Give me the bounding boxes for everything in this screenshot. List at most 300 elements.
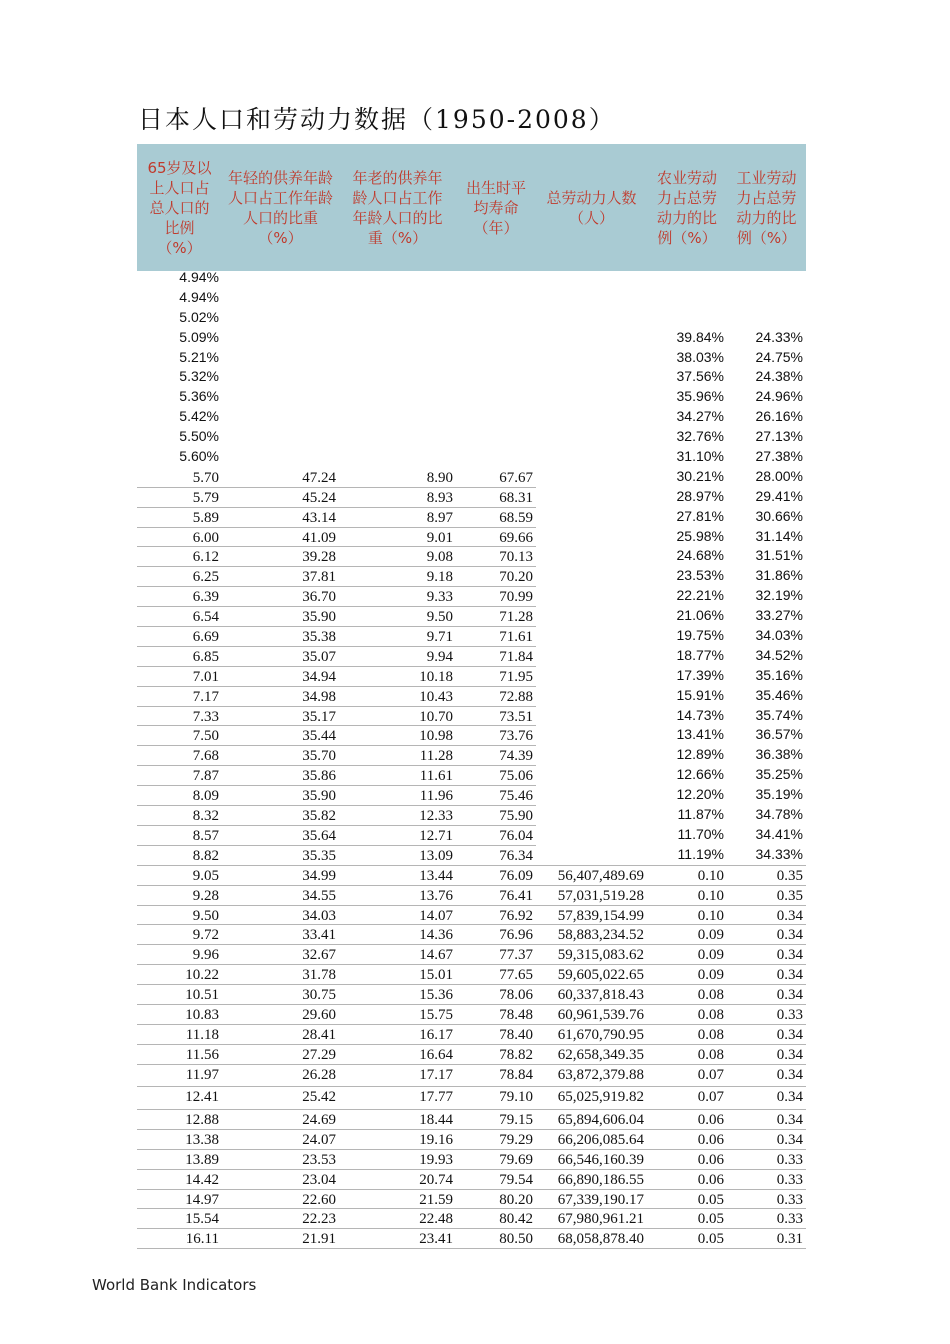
table-cell: 21.91 xyxy=(222,1229,339,1249)
table-cell xyxy=(339,329,456,349)
table-cell: 6.39 xyxy=(137,587,222,607)
table-cell: 14.97 xyxy=(137,1190,222,1210)
table-cell: 78.48 xyxy=(456,1005,536,1025)
table-cell: 18.77% xyxy=(676,646,724,663)
table-cell: 11.28 xyxy=(339,746,456,766)
table-cell xyxy=(456,368,536,388)
table-cell xyxy=(536,567,647,587)
table-cell: 39.84% xyxy=(676,328,724,345)
table-cell xyxy=(536,329,647,349)
table-cell: 5.89 xyxy=(137,508,222,528)
table-cell: 9.72 xyxy=(137,925,222,945)
table-cell: 6.85 xyxy=(137,647,222,667)
table-cell xyxy=(536,607,647,627)
table-cell xyxy=(536,349,647,369)
table-cell: 0.10 xyxy=(647,906,727,926)
table-cell: 35.86 xyxy=(222,766,339,786)
table-cell: 11.70% xyxy=(677,825,724,842)
table-row xyxy=(137,1045,806,1065)
table-cell: 76.41 xyxy=(456,886,536,906)
table-cell: 22.48 xyxy=(339,1209,456,1229)
table-cell xyxy=(222,448,339,468)
table-cell: 79.15 xyxy=(456,1110,536,1130)
table-cell: 78.06 xyxy=(456,985,536,1005)
table-cell: 70.20 xyxy=(456,567,536,587)
table-cell: 75.46 xyxy=(456,786,536,806)
table-cell: 32.76% xyxy=(676,428,724,445)
table-cell xyxy=(536,647,647,667)
table-row xyxy=(137,1110,806,1130)
table-cell: 16.11 xyxy=(137,1229,222,1249)
table-cell xyxy=(222,408,339,428)
table-cell: 25.98% xyxy=(676,527,724,544)
table-cell xyxy=(536,508,647,528)
table-cell xyxy=(536,826,647,846)
table-cell: 0.09 xyxy=(647,965,727,985)
table-cell xyxy=(456,349,536,369)
table-cell: 8.97 xyxy=(339,508,456,528)
table-cell: 33.27% xyxy=(755,607,803,624)
table-cell: 34.78% xyxy=(755,806,803,823)
table-cell: 10.83 xyxy=(137,1005,222,1025)
table-cell xyxy=(536,269,647,289)
table-row xyxy=(137,468,806,488)
table-cell: 79.54 xyxy=(456,1170,536,1190)
table-cell: 0.34 xyxy=(727,1110,806,1130)
table-cell: 8.32 xyxy=(137,806,222,826)
table-cell: 22.60 xyxy=(222,1190,339,1210)
table-cell: 66,546,160.39 xyxy=(536,1150,647,1170)
table-cell: 9.08 xyxy=(339,547,456,567)
table-cell: 34.03 xyxy=(222,906,339,926)
table-cell: 10.98 xyxy=(339,726,456,746)
table-cell: 26.16% xyxy=(755,408,803,425)
table-cell: 73.76 xyxy=(456,726,536,746)
table-row xyxy=(137,547,806,567)
table-cell: 71.61 xyxy=(456,627,536,647)
table-cell xyxy=(222,309,339,329)
table-row xyxy=(137,786,806,806)
table-cell xyxy=(456,329,536,349)
table-cell xyxy=(647,269,727,289)
table-cell: 76.96 xyxy=(456,925,536,945)
table-cell: 34.03% xyxy=(755,627,803,644)
table-row xyxy=(137,687,806,707)
table-cell: 0.35 xyxy=(727,886,806,906)
table-cell: 79.69 xyxy=(456,1150,536,1170)
table-row xyxy=(137,488,806,508)
table-cell: 71.28 xyxy=(456,607,536,627)
table-cell: 21.59 xyxy=(339,1190,456,1210)
table-cell xyxy=(536,786,647,806)
table-cell: 47.24 xyxy=(222,468,339,488)
table-cell: 67.67 xyxy=(456,468,536,488)
table-cell: 8.90 xyxy=(339,468,456,488)
table-cell: 4.94% xyxy=(179,269,219,285)
table-cell xyxy=(536,309,647,329)
table-cell xyxy=(536,547,647,567)
table-row xyxy=(137,508,806,528)
table-cell: 35.25% xyxy=(755,766,803,783)
table-cell: 38.03% xyxy=(676,348,724,365)
table-cell: 6.25 xyxy=(137,567,222,587)
table-cell: 14.42 xyxy=(137,1170,222,1190)
table-cell xyxy=(536,388,647,408)
table-cell: 70.99 xyxy=(456,587,536,607)
table-cell: 31.51% xyxy=(755,547,803,564)
table-cell: 0.34 xyxy=(727,1025,806,1045)
table-cell: 35.16% xyxy=(755,666,803,683)
table-cell xyxy=(536,766,647,786)
table-cell xyxy=(339,428,456,448)
table-cell: 0.34 xyxy=(727,1130,806,1150)
table-cell: 0.05 xyxy=(647,1229,727,1249)
table-cell xyxy=(536,448,647,468)
table-cell: 24.38% xyxy=(755,368,803,385)
table-cell: 0.07 xyxy=(647,1087,727,1110)
table-cell: 5.09% xyxy=(179,328,219,345)
table-row xyxy=(137,826,806,846)
table-cell: 4.94% xyxy=(179,288,219,305)
table-cell: 34.94 xyxy=(222,667,339,687)
table-cell: 34.99 xyxy=(222,866,339,886)
table-row xyxy=(137,627,806,647)
table-row xyxy=(137,746,806,766)
table-cell xyxy=(536,289,647,309)
table-cell: 9.33 xyxy=(339,587,456,607)
table-cell: 0.08 xyxy=(647,1025,727,1045)
data-table xyxy=(137,269,806,1249)
table-cell: 5.60% xyxy=(179,448,219,465)
table-cell: 6.69 xyxy=(137,627,222,647)
table-row xyxy=(137,945,806,965)
table-cell: 0.09 xyxy=(647,945,727,965)
table-cell: 78.40 xyxy=(456,1025,536,1045)
source-note: World Bank Indicators xyxy=(92,1276,257,1294)
table-cell: 37.56% xyxy=(676,368,724,385)
table-cell: 27.81% xyxy=(676,507,724,524)
table-cell: 0.06 xyxy=(647,1110,727,1130)
table-cell: 23.53% xyxy=(676,567,724,584)
table-cell: 66,890,186.55 xyxy=(536,1170,647,1190)
table-row xyxy=(137,985,806,1005)
table-cell: 0.09 xyxy=(647,925,727,945)
table-cell: 75.06 xyxy=(456,766,536,786)
table-cell xyxy=(222,428,339,448)
table-cell: 9.94 xyxy=(339,647,456,667)
table-cell: 31.78 xyxy=(222,965,339,985)
table-row xyxy=(137,906,806,926)
table-cell: 17.39% xyxy=(676,666,724,683)
table-cell: 66,206,085.64 xyxy=(536,1130,647,1150)
table-cell xyxy=(647,289,727,309)
table-cell: 30.75 xyxy=(222,985,339,1005)
table-cell: 77.37 xyxy=(456,945,536,965)
table-cell xyxy=(456,448,536,468)
table-cell: 16.64 xyxy=(339,1045,456,1065)
table-cell: 22.21% xyxy=(676,587,724,604)
table-cell: 27.29 xyxy=(222,1045,339,1065)
table-cell: 15.36 xyxy=(339,985,456,1005)
table-cell: 41.09 xyxy=(222,528,339,548)
table-cell: 65,894,606.04 xyxy=(536,1110,647,1130)
table-cell: 76.34 xyxy=(456,846,536,866)
table-cell: 71.95 xyxy=(456,667,536,687)
page-title: 日本人口和劳动力数据（1950-2008） xyxy=(138,105,616,134)
column-header: 年老的供养年 龄人口占工作 年龄人口的比 重（%） xyxy=(352,168,443,247)
table-cell: 31.14% xyxy=(755,527,803,544)
table-row xyxy=(137,766,806,786)
table-cell: 28.00% xyxy=(755,467,803,484)
table-cell: 0.31 xyxy=(727,1229,806,1249)
table-cell: 13.38 xyxy=(137,1130,222,1150)
table-cell: 5.02% xyxy=(179,308,219,325)
table-row xyxy=(137,587,806,607)
table-cell xyxy=(647,309,727,329)
table-cell: 57,031,519.28 xyxy=(536,886,647,906)
table-row xyxy=(137,1005,806,1025)
table-cell: 0.06 xyxy=(647,1170,727,1190)
table-cell: 0.06 xyxy=(647,1150,727,1170)
table-cell xyxy=(536,488,647,508)
table-cell: 0.35 xyxy=(727,866,806,886)
table-cell: 63,872,379.88 xyxy=(536,1065,647,1088)
table-cell: 32.19% xyxy=(755,587,803,604)
table-cell: 29.41% xyxy=(755,487,803,504)
table-cell: 74.39 xyxy=(456,746,536,766)
table-cell: 35.19% xyxy=(755,786,803,803)
table-cell: 73.51 xyxy=(456,707,536,727)
table-cell: 34.52% xyxy=(755,646,803,663)
table-row xyxy=(137,1190,806,1210)
table-cell: 6.00 xyxy=(137,528,222,548)
table-cell: 23.41 xyxy=(339,1229,456,1249)
table-cell: 59,605,022.65 xyxy=(536,965,647,985)
table-cell xyxy=(339,269,456,289)
table-cell: 35.17 xyxy=(222,707,339,727)
table-row xyxy=(137,428,806,448)
table-cell: 58,883,234.52 xyxy=(536,925,647,945)
table-cell: 13.76 xyxy=(339,886,456,906)
table-cell: 7.17 xyxy=(137,687,222,707)
table-cell: 8.93 xyxy=(339,488,456,508)
table-cell: 45.24 xyxy=(222,488,339,508)
column-header: 出生时平 均寿命 （年） xyxy=(465,178,526,237)
table-cell: 13.44 xyxy=(339,866,456,886)
table-cell: 9.01 xyxy=(339,528,456,548)
table-cell: 12.33 xyxy=(339,806,456,826)
table-cell xyxy=(536,846,647,866)
table-cell xyxy=(536,627,647,647)
table-cell: 76.04 xyxy=(456,826,536,846)
table-row xyxy=(137,1229,806,1249)
table-cell: 43.14 xyxy=(222,508,339,528)
table-cell: 24.33% xyxy=(755,328,803,345)
table-cell: 11.56 xyxy=(137,1045,222,1065)
table-cell: 8.57 xyxy=(137,826,222,846)
table-cell: 79.10 xyxy=(456,1087,536,1110)
table-cell: 11.19% xyxy=(647,846,727,866)
table-cell: 12.71 xyxy=(339,826,456,846)
table-cell: 32.67 xyxy=(222,945,339,965)
table-cell: 60,337,818.43 xyxy=(536,985,647,1005)
table-cell xyxy=(222,269,339,289)
table-cell: 57,839,154.99 xyxy=(536,906,647,926)
table-cell: 9.28 xyxy=(137,886,222,906)
table-cell: 23.04 xyxy=(222,1170,339,1190)
table-cell xyxy=(536,468,647,488)
table-cell: 14.73% xyxy=(676,706,724,723)
table-cell: 0.08 xyxy=(647,1045,727,1065)
table-cell: 14.36 xyxy=(339,925,456,945)
table-cell xyxy=(456,289,536,309)
table-cell xyxy=(339,448,456,468)
table-cell: 7.01 xyxy=(137,667,222,687)
table-row xyxy=(137,388,806,408)
table-cell: 12.89% xyxy=(676,746,724,763)
table-cell: 76.92 xyxy=(456,906,536,926)
table-cell: 28.41 xyxy=(222,1025,339,1045)
table-cell: 34.27% xyxy=(676,408,724,425)
table-cell xyxy=(536,368,647,388)
table-row xyxy=(137,647,806,667)
table-cell xyxy=(727,309,806,329)
table-cell xyxy=(222,388,339,408)
table-row xyxy=(137,1087,806,1110)
table-cell: 59,315,083.62 xyxy=(536,945,647,965)
table-cell xyxy=(456,309,536,329)
table-cell: 0.34 xyxy=(727,985,806,1005)
table-cell xyxy=(536,587,647,607)
table-cell: 9.50 xyxy=(339,607,456,627)
table-cell xyxy=(339,408,456,428)
table-row xyxy=(137,667,806,687)
table-cell xyxy=(222,329,339,349)
table-cell: 19.75% xyxy=(676,627,724,644)
table-cell xyxy=(536,528,647,548)
table-cell: 24.96% xyxy=(755,388,803,405)
table-cell: 35.64 xyxy=(222,826,339,846)
table-cell: 11.18 xyxy=(137,1025,222,1045)
table-row xyxy=(137,1025,806,1045)
table-cell: 12.20% xyxy=(676,786,724,803)
table-cell: 75.90 xyxy=(456,806,536,826)
table-cell: 31.86% xyxy=(755,567,803,584)
table-cell: 9.50 xyxy=(137,906,222,926)
table-cell: 0.33 xyxy=(727,1209,806,1229)
table-cell: 0.07 xyxy=(647,1065,727,1088)
table-cell: 5.70 xyxy=(137,468,222,488)
table-cell: 30.21% xyxy=(676,467,724,484)
table-cell: 5.42% xyxy=(179,408,219,425)
table-cell: 7.68 xyxy=(137,746,222,766)
table-cell xyxy=(222,368,339,388)
table-cell: 11.61 xyxy=(339,766,456,786)
table-cell: 11.87% xyxy=(677,806,724,823)
table-cell: 0.33 xyxy=(727,1170,806,1190)
table-cell xyxy=(456,428,536,448)
table-cell: 18.44 xyxy=(339,1110,456,1130)
table-cell: 0.34 xyxy=(727,1045,806,1065)
table-cell xyxy=(536,746,647,766)
table-cell: 5.21% xyxy=(179,348,219,365)
table-cell xyxy=(536,428,647,448)
table-cell: 5.50% xyxy=(179,428,219,445)
table-cell: 0.10 xyxy=(647,886,727,906)
table-cell xyxy=(536,707,647,727)
table-cell: 24.07 xyxy=(222,1130,339,1150)
table-cell: 0.34 xyxy=(727,925,806,945)
table-cell xyxy=(339,388,456,408)
table-cell: 7.87 xyxy=(137,766,222,786)
table-cell: 27.38% xyxy=(755,448,803,465)
table-cell xyxy=(339,309,456,329)
table-cell: 24.68% xyxy=(676,547,724,564)
table-row xyxy=(137,1065,806,1088)
table-cell: 15.75 xyxy=(339,1005,456,1025)
table-cell: 78.84 xyxy=(456,1065,536,1088)
table-cell: 0.34 xyxy=(727,965,806,985)
table-cell: 80.20 xyxy=(456,1190,536,1210)
table-cell: 10.43 xyxy=(339,687,456,707)
table-cell xyxy=(339,368,456,388)
table-cell: 7.33 xyxy=(137,707,222,727)
table-cell: 28.97% xyxy=(676,487,724,504)
table-cell xyxy=(536,687,647,707)
table-row xyxy=(137,925,806,945)
table-cell xyxy=(536,726,647,746)
table-cell: 15.01 xyxy=(339,965,456,985)
table-cell: 13.89 xyxy=(137,1150,222,1170)
table-cell: 35.35 xyxy=(222,846,339,866)
table-cell: 19.93 xyxy=(339,1150,456,1170)
table-row xyxy=(137,1209,806,1229)
column-header: 65岁及以 上人口占 总人口的 比例 （%） xyxy=(147,158,212,257)
table-row xyxy=(137,349,806,369)
table-cell: 17.17 xyxy=(339,1065,456,1088)
table-cell: 34.98 xyxy=(222,687,339,707)
table-cell xyxy=(456,269,536,289)
table-cell: 12.41 xyxy=(137,1087,222,1110)
table-cell xyxy=(222,349,339,369)
table-cell: 15.91% xyxy=(676,686,724,703)
table-row xyxy=(137,289,806,309)
table-cell: 24.75% xyxy=(755,348,803,365)
table-cell: 33.41 xyxy=(222,925,339,945)
table-cell: 36.70 xyxy=(222,587,339,607)
table-row xyxy=(137,607,806,627)
table-row xyxy=(137,965,806,985)
table-cell: 0.08 xyxy=(647,985,727,1005)
table-cell: 22.23 xyxy=(222,1209,339,1229)
table-cell: 10.51 xyxy=(137,985,222,1005)
table-cell: 0.05 xyxy=(647,1190,727,1210)
table-cell: 21.06% xyxy=(676,607,724,624)
table-cell: 68.59 xyxy=(456,508,536,528)
table-row xyxy=(137,408,806,428)
table-cell: 35.90 xyxy=(222,607,339,627)
table-cell: 9.05 xyxy=(137,866,222,886)
table-row xyxy=(137,846,806,866)
table-cell: 0.05 xyxy=(647,1209,727,1229)
table-cell: 65,025,919.82 xyxy=(536,1087,647,1110)
table-cell: 0.10 xyxy=(647,866,727,886)
table-row xyxy=(137,448,806,468)
table-cell: 72.88 xyxy=(456,687,536,707)
table-cell: 77.65 xyxy=(456,965,536,985)
table-cell: 67,980,961.21 xyxy=(536,1209,647,1229)
table-cell: 0.34 xyxy=(727,1065,806,1088)
